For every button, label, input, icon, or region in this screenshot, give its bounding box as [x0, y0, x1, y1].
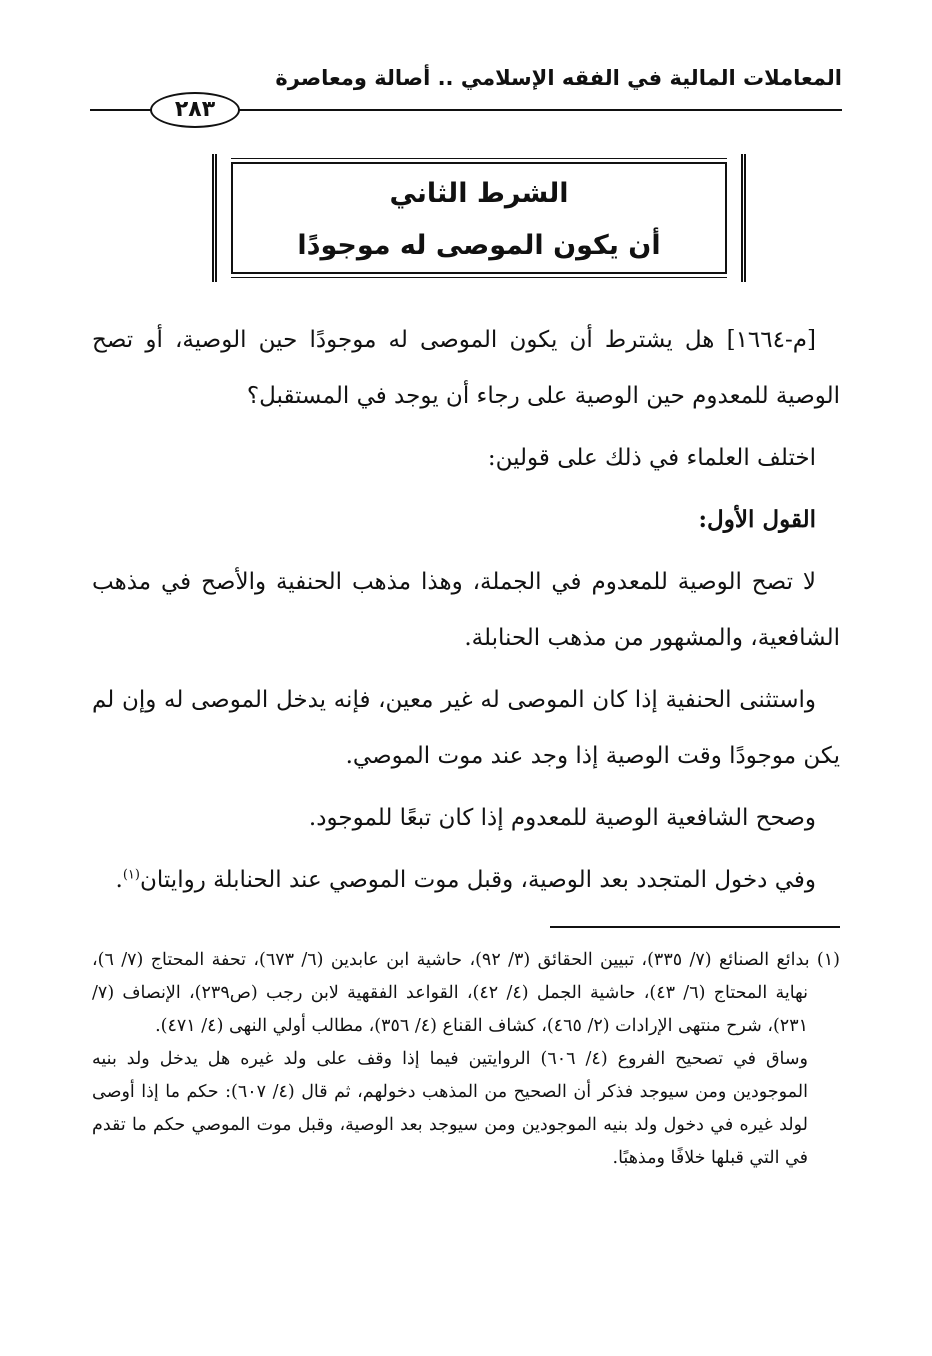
paragraph-question: [م-١٦٦٤] هل يشترط أن يكون الموصى له موجودًا حين الوصية، أو تصح الوصية للمعدوم حين الوصية على رجاء أن يوجد في المستقبل؟ — [92, 327, 840, 409]
footnote-1-continuation: وساق في تصحيح الفروع (٤/ ٦٠٦) الروايتين فيما إذا وقف على ولد غيره هل يدخل ولد بنيه الموجودين ومن سيوجد فذكر أن الصحيح من المذهب دخولهم، ثم قال (٤/ ٦٠٧): حكم ما إذا أوصى لولد غيره في دخول ولد بنيه الموجودين ومن سيوجد بعد الوصية، وقبل موت الموصي حكم ما تقدم في التي قبلها خلافًا ومذهبًا. — [92, 1049, 809, 1168]
body-text — [92, 312, 840, 908]
running-title: المعاملات المالية في الفقه الإسلامي .. أصالة ومعاصرة — [275, 66, 842, 90]
footnote-marker[interactable]: (١) — [122, 867, 140, 883]
paragraph-intro: اختلف العلماء في ذلك على قولين: — [487, 445, 816, 471]
section-title-line-1: الشرط الثاني — [389, 178, 569, 209]
paragraph-hanbali-text: وفي دخول المتجدد بعد الوصية، وقبل موت الموصي عند الحنابلة روايتان — [139, 867, 816, 893]
footnotes — [92, 944, 840, 1175]
page-header — [90, 62, 842, 132]
paragraph-hanbali-end: . — [115, 867, 123, 893]
paragraph-hanafi-exception: واستثنى الحنفية إذا كان الموصى له غير معين، فإنه يدخل الموصى له وإن لم يكن موجودًا وقت الوصية إذا وجد عند موت الموصي. — [92, 687, 840, 769]
section-title-box — [212, 154, 746, 282]
footnote-1: (١) بدائع الصنائع (٧/ ٣٣٥)، تبيين الحقائق (٣/ ٩٢)، حاشية ابن عابدين (٦/ ٦٧٣)، تحفة المحتاج (٧/ ٦)، نهاية المحتاج (٦/ ٤٣)، حاشية الجمل (٤/ ٤٢)، القواعد الفقهية لابن رجب (ص٢٣٩)، الإنصاف (٧/ ٢٣١)، شرح منتهى الإرادات (٢/ ٤٦٥)، كشاف القناع (٤/ ٣٥٦)، مطالب أولي النهى (٤/ ٤٧١). — [92, 950, 840, 1036]
heading-first-opinion: القول الأول: — [698, 506, 816, 533]
footnote-separator — [550, 926, 840, 928]
paragraph-first-opinion: لا تصح الوصية للمعدوم في الجملة، وهذا مذهب الحنفية والأصح في مذهب الشافعية، والمشهور من مذهب الحنابلة. — [92, 569, 840, 651]
page-number: ٢٨٣ — [150, 92, 240, 128]
section-title-line-2: أن يكون الموصى له موجودًا — [297, 230, 661, 261]
paragraph-shafii: وصحح الشافعية الوصية للمعدوم إذا كان تبعًا للموجود. — [308, 805, 816, 831]
paragraph-hanbali — [92, 852, 840, 908]
section-title-frame — [231, 162, 727, 274]
